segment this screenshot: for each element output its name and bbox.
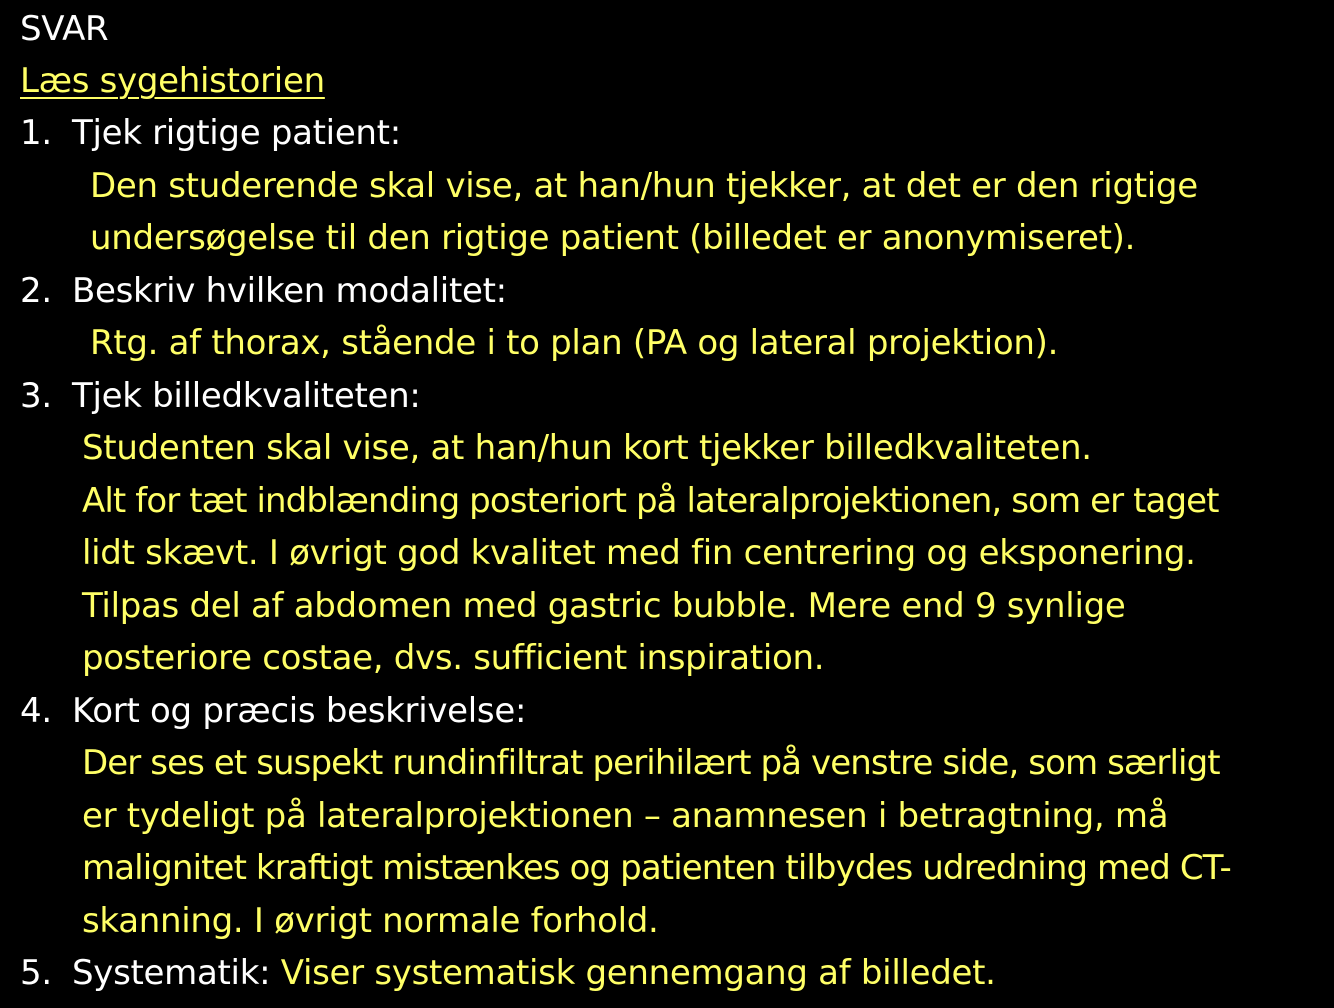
- case-history-link[interactable]: Læs sygehistorien: [20, 61, 325, 101]
- item-3-number: 3.: [20, 376, 52, 416]
- item-2: [20, 265, 507, 317]
- item-3-answer-line: posteriore costae, dvs. sufficient inspiration.: [82, 638, 825, 678]
- slide-heading: SVAR: [20, 9, 109, 49]
- item-3-label: Tjek billedkvaliteten:: [72, 376, 421, 416]
- item-5-label: Systematik:: [72, 953, 271, 993]
- item-3: [20, 370, 421, 422]
- item-3-answer-line: Alt for tæt indblænding posteriort på lateralprojektionen, som er taget: [82, 481, 1219, 521]
- item-2-number: 2.: [20, 271, 52, 311]
- item-4-answer-line: malignitet kraftigt mistænkes og patienten tilbydes udredning med CT-: [82, 848, 1231, 888]
- item-2-label: Beskriv hvilken modalitet:: [72, 271, 507, 311]
- item-3-answer-line: lidt skævt. I øvrigt god kvalitet med fin centrering og eksponering.: [82, 533, 1196, 573]
- item-3-answer-line: Tilpas del af abdomen med gastric bubble. Mere end 9 synlige: [82, 586, 1126, 626]
- item-4-answer-line: Der ses et suspekt rundinfiltrat perihilært på venstre side, som særligt: [82, 743, 1220, 783]
- item-5-number: 5.: [20, 953, 52, 993]
- item-4-number: 4.: [20, 691, 52, 731]
- item-3-answer-line: Studenten skal vise, at han/hun kort tjekker billedkvaliteten.: [82, 428, 1092, 468]
- item-1: [20, 107, 401, 159]
- item-1-number: 1.: [20, 113, 52, 153]
- item-4-answer-line: er tydeligt på lateralprojektionen – anamnesen i betragtning, må: [82, 796, 1169, 836]
- item-4-label: Kort og præcis beskrivelse:: [72, 691, 527, 731]
- item-1-answer-line: Den studerende skal vise, at han/hun tjekker, at det er den rigtige: [90, 166, 1198, 206]
- item-5: [20, 947, 996, 999]
- item-2-answer-line: Rtg. af thorax, stående i to plan (PA og lateral projektion).: [90, 323, 1059, 363]
- item-4-answer-line: skanning. I øvrigt normale forhold.: [82, 901, 659, 941]
- item-1-label: Tjek rigtige patient:: [72, 113, 401, 153]
- item-1-answer-line: undersøgelse til den rigtige patient (billedet er anonymiseret).: [90, 218, 1136, 258]
- item-5-answer: Viser systematisk gennemgang af billedet.: [280, 953, 996, 993]
- item-4: [20, 685, 526, 737]
